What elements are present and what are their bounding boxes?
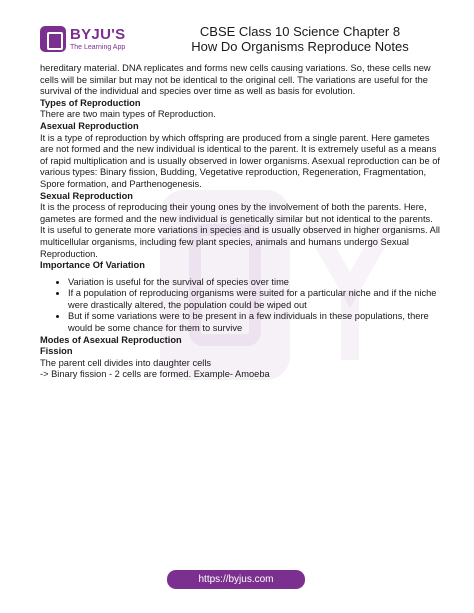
fission-paragraph: The parent cell divides into daughter cells: [40, 357, 212, 368]
variation-list: [40, 277, 440, 335]
logo-text: [70, 27, 125, 51]
list-item: • Variation is useful for the survival of species over time: [68, 277, 440, 289]
sexual-heading: Sexual Reproduction: [40, 190, 133, 201]
types-heading: Types of Reproduction: [40, 97, 141, 108]
list-item: • But if some variations were to be present in a few individuals in these populations, there would be some chance for them to survive: [68, 311, 440, 334]
sexual-paragraph: It is the process of reproducing their young ones by the involvement of both the parents. Here, gametes are formed and the new individual is genetically similar but not identical to the parents. It is useful to generate more variations in species and is usually observed in higher organisms. All multicellular organisms, including few plant species, animals and humans undergo Sexual Reproduction.: [40, 202, 440, 259]
logo-tagline: The Learning App: [70, 43, 126, 51]
byjus-logo[interactable]: [40, 25, 138, 52]
title-line-2: How Do Organisms Reproduce Notes: [191, 39, 409, 54]
list-item: • If a population of reproducing organisms were suited for a particular niche and if the niche were drastically altered, the population could be wiped out: [68, 288, 440, 311]
binary-fission-paragraph: -> Binary fission - 2 cells are formed. Example- Amoeba: [40, 369, 270, 380]
asexual-paragraph: It is a type of reproduction by which offspring are produced from a single parent. Here gametes are not formed and the new individual is identical to the parent. It is extremely useful as a means of rapid multiplication and is usually observed in lower organisms. Asexual reproduction can be of various types: Binary fission, Budding, Vegetative reproduction, Regeneration, Fragmentation, Spore formation, and Parthenogenesis.: [40, 132, 440, 189]
document-body: [40, 63, 440, 381]
logo-name: BYJU'S: [70, 25, 126, 43]
page-header: [0, 0, 474, 62]
logo-badge-icon: [40, 26, 66, 52]
asexual-heading: Asexual Reproduction: [40, 120, 139, 131]
types-paragraph: There are two main types of Reproduction.: [40, 109, 216, 120]
modes-heading: Modes of Asexual Reproduction: [40, 334, 182, 345]
title-line-1: CBSE Class 10 Science Chapter 8: [199, 24, 401, 39]
footer-url-link[interactable]: https://byjus.com: [167, 570, 305, 589]
fission-heading: Fission: [40, 346, 73, 357]
page-title: [150, 24, 450, 54]
variation-heading: Importance Of Variation: [40, 260, 145, 271]
intro-paragraph: hereditary material. DNA replicates and forms new cells causing variations. So, these cells new cells will be similar but may not be identical to the original cell. The variations are useful for the survival of the individual and species over time as well as basis for evolution.: [40, 63, 431, 97]
